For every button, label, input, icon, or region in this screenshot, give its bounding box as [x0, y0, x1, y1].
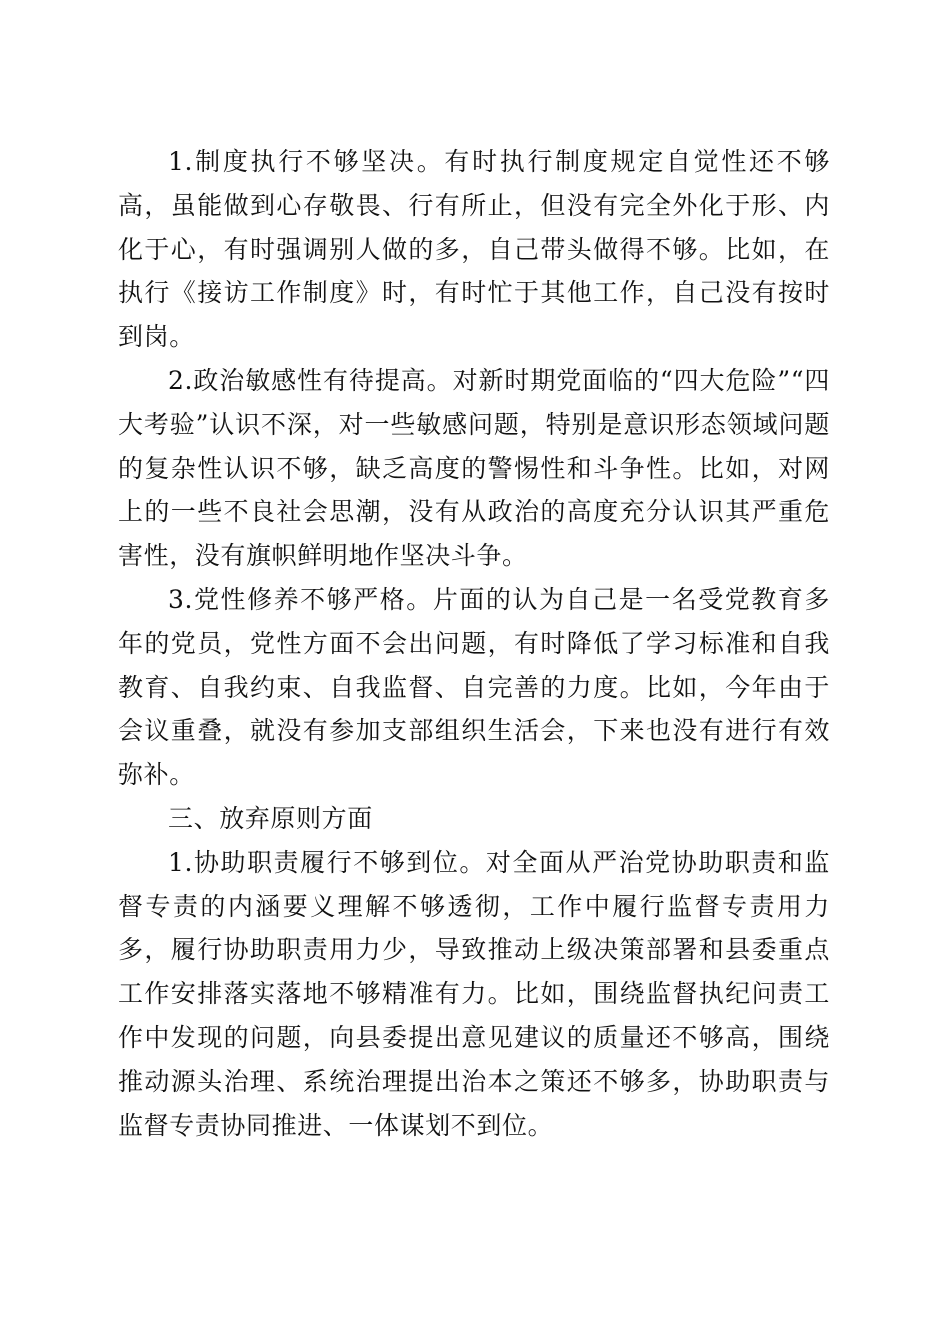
paragraph-institution-execution: 1.制度执行不够坚决。有时执行制度规定自觉性还不够高，虽能做到心存敬畏、行有所止，但没有完全外化于形、内化于心，有时强调别人做的多，自己带头做得不够。比如，在执行《接访工作制度》时，有时忙于其他工作，自己没有按时到岗。 — [118, 147, 830, 352]
paragraph-assist-duty: 1.协助职责履行不够到位。对全面从严治党协助职责和监督专责的内涵要义理解不够透彻，工作中履行监督专责用力多，履行协助职责用力少，导致推动上级决策部署和县委重点工作安排落实落地不够精准有力。比如，围绕监督执纪问责工作中发现的问题，向县委提出意见建议的质量还不够高，围绕推动源头治理、系统治理提出治本之策还不够多，协助职责与监督专责协同推进、一体谋划不到位。 — [118, 847, 830, 1140]
document-body — [118, 140, 830, 1147]
paragraph-party-cultivation: 3.党性修养不够严格。片面的认为自己是一名受党教育多年的党员，党性方面不会出问题，有时降低了学习标准和自我教育、自我约束、自我监督、自完善的力度。比如，今年由于会议重叠，就没有参加支部组织生活会，下来也没有进行有效弥补。 — [118, 584, 830, 790]
paragraph-political-sensitivity: 2.政治敏感性有待提高。对新时期党面临的“四大危险”“四大考验”认识不深，对一些敏感问题，特别是意识形态领域问题的复杂性认识不够，缺乏高度的警惕性和斗争性。比如，对网上的一些不良社会思潮，没有从政治的高度充分认识其严重危害性，没有旗帜鲜明地作坚决斗争。 — [118, 365, 830, 571]
section-heading: 三、放弃原则方面 — [168, 803, 373, 833]
